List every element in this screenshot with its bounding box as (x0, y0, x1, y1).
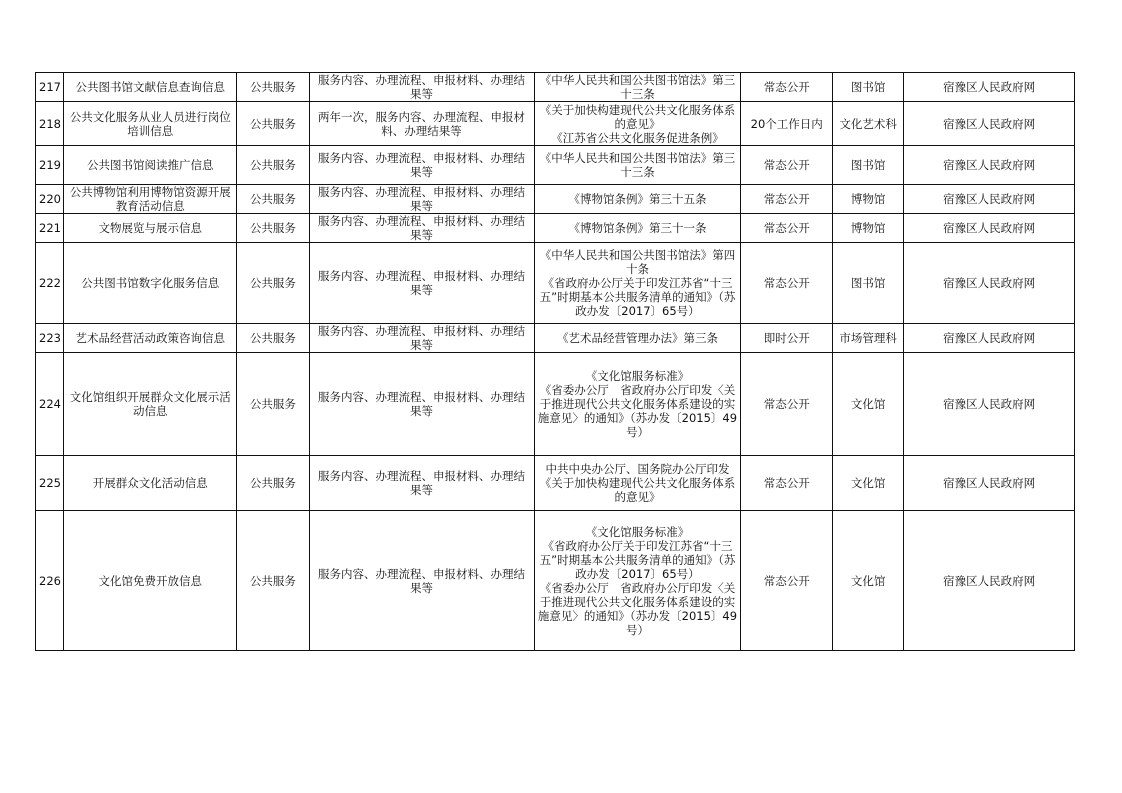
responsible-department-cell: 文化馆 (833, 511, 904, 651)
disclosure-timing-cell: 常态公开 (741, 243, 833, 324)
item-category-cell: 公共服务 (237, 102, 309, 146)
item-name-cell: 艺术品经营活动政策咨询信息 (64, 324, 237, 353)
disclosure-channel-cell: 宿豫区人民政府网 (904, 185, 1075, 214)
responsible-department-cell: 图书馆 (833, 243, 904, 324)
responsible-department-cell: 文化馆 (833, 456, 904, 511)
disclosure-timing-cell: 常态公开 (741, 146, 833, 185)
disclosure-content-cell: 服务内容、办理流程、申报材料、办理结果等 (309, 353, 534, 456)
legal-basis-cell: 《文化馆服务标准》 《省政府办公厅关于印发江苏省“十三五”时期基本公共服务清单的通知》（苏政办发〔2017〕65号） 《省委办公厅 省政府办公厅印发〈关于推进现代公共文化服务体系建设的实施意见〉的通知》（苏办发〔2015〕49号） (534, 511, 741, 651)
disclosure-channel-cell: 宿豫区人民政府网 (904, 102, 1075, 146)
item-name-cell: 文化馆组织开展群众文化展示活动信息 (64, 353, 237, 456)
legal-basis-cell: 《中华人民共和国公共图书馆法》第三十三条 (534, 73, 741, 102)
item-category-cell: 公共服务 (237, 353, 309, 456)
disclosure-channel-cell: 宿豫区人民政府网 (904, 511, 1075, 651)
responsible-department-cell: 博物馆 (833, 185, 904, 214)
item-name-cell: 文化馆免费开放信息 (64, 511, 237, 651)
item-name-cell: 公共图书馆数字化服务信息 (64, 243, 237, 324)
disclosure-timing-cell: 常态公开 (741, 214, 833, 243)
disclosure-content-cell: 服务内容、办理流程、申报材料、办理结果等 (309, 185, 534, 214)
table-row (36, 511, 1075, 651)
item-category-cell: 公共服务 (237, 146, 309, 185)
disclosure-content-cell: 服务内容、办理流程、申报材料、办理结果等 (309, 73, 534, 102)
item-name-cell: 公共博物馆利用博物馆资源开展教育活动信息 (64, 185, 237, 214)
disclosure-timing-cell: 常态公开 (741, 73, 833, 102)
disclosure-timing-cell: 常态公开 (741, 456, 833, 511)
item-name-cell: 公共图书馆文献信息查询信息 (64, 73, 237, 102)
row-number-cell: 218 (36, 102, 64, 146)
disclosure-timing-cell: 常态公开 (741, 353, 833, 456)
item-name-cell: 公共图书馆阅读推广信息 (64, 146, 237, 185)
responsible-department-cell: 文化艺术科 (833, 102, 904, 146)
disclosure-channel-cell: 宿豫区人民政府网 (904, 324, 1075, 353)
table-row (36, 146, 1075, 185)
responsible-department-cell: 图书馆 (833, 146, 904, 185)
item-category-cell: 公共服务 (237, 185, 309, 214)
table-row (36, 324, 1075, 353)
legal-basis-cell: 《中华人民共和国公共图书馆法》第四十条 《省政府办公厅关于印发江苏省“十三五”时期基本公共服务清单的通知》（苏政办发〔2017〕65号） (534, 243, 741, 324)
disclosure-channel-cell: 宿豫区人民政府网 (904, 73, 1075, 102)
disclosure-content-cell: 服务内容、办理流程、申报材料、办理结果等 (309, 146, 534, 185)
row-number-cell: 223 (36, 324, 64, 353)
table-body (36, 73, 1075, 651)
item-category-cell: 公共服务 (237, 73, 309, 102)
disclosure-content-cell: 服务内容、办理流程、申报材料、办理结果等 (309, 456, 534, 511)
item-name-cell: 开展群众文化活动信息 (64, 456, 237, 511)
disclosure-timing-cell: 常态公开 (741, 185, 833, 214)
row-number-cell: 220 (36, 185, 64, 214)
table-row (36, 353, 1075, 456)
row-number-cell: 222 (36, 243, 64, 324)
disclosure-content-cell: 服务内容、办理流程、申报材料、办理结果等 (309, 324, 534, 353)
item-category-cell: 公共服务 (237, 243, 309, 324)
table-row (36, 73, 1075, 102)
disclosure-channel-cell: 宿豫区人民政府网 (904, 353, 1075, 456)
item-category-cell: 公共服务 (237, 511, 309, 651)
disclosure-channel-cell: 宿豫区人民政府网 (904, 456, 1075, 511)
row-number-cell: 225 (36, 456, 64, 511)
disclosure-table (35, 72, 1075, 651)
row-number-cell: 221 (36, 214, 64, 243)
legal-basis-cell: 《艺术品经营管理办法》第三条 (534, 324, 741, 353)
disclosure-content-cell: 服务内容、办理流程、申报材料、办理结果等 (309, 511, 534, 651)
row-number-cell: 219 (36, 146, 64, 185)
legal-basis-cell: 《关于加快构建现代公共文化服务体系的意见》 《江苏省公共文化服务促进条例》 (534, 102, 741, 146)
disclosure-timing-cell: 即时公开 (741, 324, 833, 353)
item-category-cell: 公共服务 (237, 214, 309, 243)
disclosure-content-cell: 服务内容、办理流程、申报材料、办理结果等 (309, 243, 534, 324)
legal-basis-cell: 《文化馆服务标准》 《省委办公厅 省政府办公厅印发〈关于推进现代公共文化服务体系建设的实施意见〉的通知》（苏办发〔2015〕49号） (534, 353, 741, 456)
disclosure-timing-cell: 20个工作日内 (741, 102, 833, 146)
disclosure-channel-cell: 宿豫区人民政府网 (904, 146, 1075, 185)
item-name-cell: 文物展览与展示信息 (64, 214, 237, 243)
row-number-cell: 224 (36, 353, 64, 456)
legal-basis-cell: 中共中央办公厅、国务院办公厅印发《关于加快构建现代公共文化服务体系的意见》 (534, 456, 741, 511)
row-number-cell: 217 (36, 73, 64, 102)
disclosure-channel-cell: 宿豫区人民政府网 (904, 243, 1075, 324)
responsible-department-cell: 市场管理科 (833, 324, 904, 353)
disclosure-channel-cell: 宿豫区人民政府网 (904, 214, 1075, 243)
item-category-cell: 公共服务 (237, 456, 309, 511)
table-row (36, 456, 1075, 511)
legal-basis-cell: 《中华人民共和国公共图书馆法》第三十三条 (534, 146, 741, 185)
disclosure-content-cell: 服务内容、办理流程、申报材料、办理结果等 (309, 214, 534, 243)
responsible-department-cell: 博物馆 (833, 214, 904, 243)
item-name-cell: 公共文化服务从业人员进行岗位培训信息 (64, 102, 237, 146)
item-category-cell: 公共服务 (237, 324, 309, 353)
disclosure-timing-cell: 常态公开 (741, 511, 833, 651)
row-number-cell: 226 (36, 511, 64, 651)
table-row (36, 185, 1075, 214)
table-row (36, 243, 1075, 324)
table-row (36, 214, 1075, 243)
responsible-department-cell: 文化馆 (833, 353, 904, 456)
responsible-department-cell: 图书馆 (833, 73, 904, 102)
table-row (36, 102, 1075, 146)
legal-basis-cell: 《博物馆条例》第三十一条 (534, 214, 741, 243)
disclosure-content-cell: 两年一次，服务内容、办理流程、申报材料、办理结果等 (309, 102, 534, 146)
legal-basis-cell: 《博物馆条例》第三十五条 (534, 185, 741, 214)
